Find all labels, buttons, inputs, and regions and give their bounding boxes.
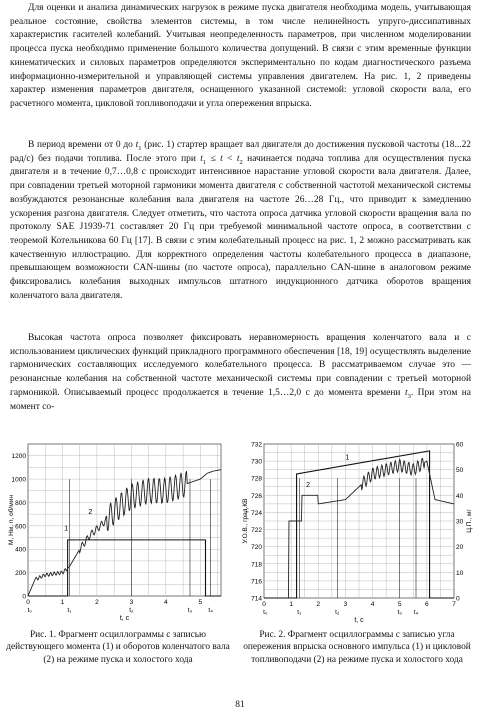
y-left-tick-label: 718: [251, 561, 262, 569]
series-1-label: 1: [345, 454, 350, 462]
figure-2-chart: [240, 438, 476, 624]
time-marker: t₄: [413, 609, 419, 616]
page-number: 81: [235, 700, 245, 710]
para2-text-c: начинается подача топлива для осуществления пуска двигателя и в течение 0,7…0,8 с происходит интенсивное нарастание угловой скорости вала двигателя. Далее, при совпадении третьей моторной гармоники момента двигателя с собственной частотой механической системы возбуждаются резонансные колебания вала двигателя на частоте 26…28 Гц., что приводит к замедлению ускорения разгона двигателя. Следует отметить, что частота опроса датчика угловой скорости вращения вала по протоколу SAE J1939-71 составляет 20 Гц при требуемой минимальной частоте опроса, в соответствии с теоремой Котельникова 60 Гц [17]. В связи с этим колебательный процесс на рис. 1, 2 можно рассматривать как качественную иллюстрацию. Для корректного определения частоты колебательного процесса в диапазоне, превышающем возможности CAN-шины (по частоте опроса), параллельно CAN-шине в аналоговом режиме фиксировались колебания выходных импульсов штатного индукционного датчика оборотов вращения коленчатого вала двигателя.: [10, 153, 471, 301]
paragraph-1: Для оценки и анализа динамических нагрузок в режиме пуска двигателя необходима модель, учитывающая реальное состояние, свойства элементов системы, в том числе нелинейность упруго-диссипативных характеристик гасителей колебаний. Учитывая неопределенность параметров, при численном моделировании процесса пуска необходимо применение большого количества допущений. В связи с этим временные функции кинематических и силовых параметров определяются экспериментально по кодам диагностического разъема информационно-измерительной и управляющей системы управления двигателем. На рис. 1, 2 приведены характер изменения параметров двигателя, оснащенного указанной системой: угловой скорости вала, его расчетного момента, цикловой топливоподачи и угла опережения впрыска.: [10, 3, 471, 109]
x-tick-label: 4: [164, 599, 168, 606]
x-tick-label: 2: [316, 601, 321, 608]
var-t1: t: [135, 140, 139, 150]
time-marker: t₂: [129, 607, 134, 614]
time-marker: t₀: [27, 607, 32, 614]
y-tick-label: 200: [15, 570, 26, 578]
paragraph-3: Высокая частота опроса позволяет фиксировать неравномерность вращения коленчатого вала и с использованием циклических функций прикладного программного обеспечения [18, 19] осуществлять выделение гармонических составляющих исследуемого колебательного процесса. В рассматриваемом случае это — резонансные колебания на собственной частоте механической системы при совпадении с третьей моторной гармоникой. Описываемый процесс продолжается в течение 1,5…2,0 с до момента времени $t_3$. При этом на момент со-: [10, 333, 471, 412]
para2-text-a: В период времени от 0 до: [28, 140, 136, 150]
y-axis-label: M, Нм, n, об/мин: [8, 495, 15, 545]
time-marker: t₃: [397, 609, 402, 616]
time-marker: t₁: [67, 607, 72, 614]
y-right-tick-label: 0: [456, 595, 460, 603]
y-tick-label: 400: [15, 546, 26, 554]
y-right-axis-label: Ц.П., мг: [466, 509, 473, 533]
y-right-tick-label: 60: [456, 441, 464, 449]
time-marker: t₃: [187, 607, 193, 614]
y-right-tick-label: 10: [456, 569, 464, 577]
figure-1-caption: Рис. 1. Фрагмент осциллограммы с записью действующего момента (1) и оборотов коленчатого вала (2) на режиме пуска и холостого хода: [6, 630, 230, 665]
paragraph-2: В период времени от 0 до $t_1$ (рис. 1) стартер вращает вал двигателя до достижения пусковой частоты (18...22 рад/с) без подачи топлива. После этого при $t_1 \le t < t_2$ начинается подача топлива для осуществления пуска двигателя и в течение 0,7…0,8 с происходит интенсивное нарастание угловой скорости вала двигателя. Далее, при совпадении третьей моторной гармоники момента двигателя с собственной частотой механической системы возбуждаются резонансные колебания вала двигателя на частоте 26…28 Гц., что приводит к замедлению ускорения разгона двигателя. Следует отметить, что частота опроса датчика угловой скорости вращения вала по протоколу SAE J1939-71 составляет 20 Гц при требуемой минимальной частоте опроса, в соответствии с теоремой Котельникова 60 Гц [17]. В связи с этим колебательный процесс на рис. 1, 2 можно рассматривать как качественную иллюстрацию. Для корректного определения частоты колебательного процесса в диапазоне, превышающем возможности CAN-шины (по частоте опроса), параллельно CAN-шине в аналоговом режиме фиксировались колебания выходных импульсов штатного индукционного датчика оборотов вращения коленчатого вала двигателя.: [10, 140, 472, 301]
x-tick-label: 1: [289, 601, 293, 608]
x-tick-label: 3: [129, 599, 134, 606]
y-right-tick-label: 20: [456, 544, 464, 552]
x-tick-label: 5: [198, 599, 203, 606]
y-tick-label: 800: [15, 499, 26, 507]
y-right-tick-label: 50: [456, 467, 464, 475]
y-left-tick-label: 728: [251, 475, 262, 483]
x-tick-label: 0: [26, 599, 30, 606]
para2-text-b: (рис. 1) стартер вращает вал двигателя до достижения пусковой частоты (18...22 рад/с) без подачи топлива. После этого при: [10, 140, 472, 164]
time-marker: t₄: [208, 607, 213, 614]
y-left-tick-label: 716: [251, 578, 262, 586]
y-left-axis-label: У.О.В., град.КВ: [242, 498, 249, 544]
y-right-tick-label: 40: [456, 492, 464, 500]
y-left-tick-label: 726: [251, 492, 262, 500]
x-axis-label: t, c: [354, 617, 364, 624]
x-tick-label: 4: [370, 601, 375, 608]
series-2-label: 2: [306, 481, 310, 489]
y-left-tick-label: 724: [251, 509, 262, 517]
figure-1-chart: [6, 438, 228, 624]
y-tick-label: 1200: [11, 453, 26, 461]
x-tick-label: 0: [262, 601, 266, 608]
time-marker: t₂: [335, 609, 340, 616]
time-marker: t₀: [263, 609, 268, 616]
x-tick-label: 5: [397, 601, 402, 608]
y-left-tick-label: 720: [251, 544, 262, 552]
y-left-tick-label: 714: [251, 595, 262, 603]
figure-2: [240, 438, 476, 624]
y-left-tick-label: 722: [251, 527, 262, 535]
x-tick-label: 7: [452, 601, 456, 608]
time-marker: t₁: [297, 609, 302, 616]
x-tick-label: 2: [95, 599, 99, 606]
x-tick-label: 6: [425, 601, 429, 608]
y-left-tick-label: 732: [251, 441, 262, 449]
y-right-tick-label: 30: [456, 518, 464, 526]
figure-1: [6, 438, 228, 624]
series-1-label: 1: [64, 525, 69, 533]
x-tick-label: 3: [343, 601, 348, 608]
y-tick-label: 600: [15, 523, 26, 531]
x-tick-label: 1: [60, 599, 65, 606]
x-axis-label: t, c: [119, 615, 130, 622]
series-2-label: 2: [88, 509, 93, 517]
y-tick-label: 0: [22, 593, 26, 601]
y-tick-label: 1000: [11, 476, 26, 484]
figure-2-caption: Рис. 2. Фрагмент осциллограммы с записью угла опережения впрыска основного импульса (1) и цикловой топливоподачи (2) на режиме пуска и холостого хода: [243, 630, 471, 665]
y-left-tick-label: 730: [251, 458, 262, 466]
